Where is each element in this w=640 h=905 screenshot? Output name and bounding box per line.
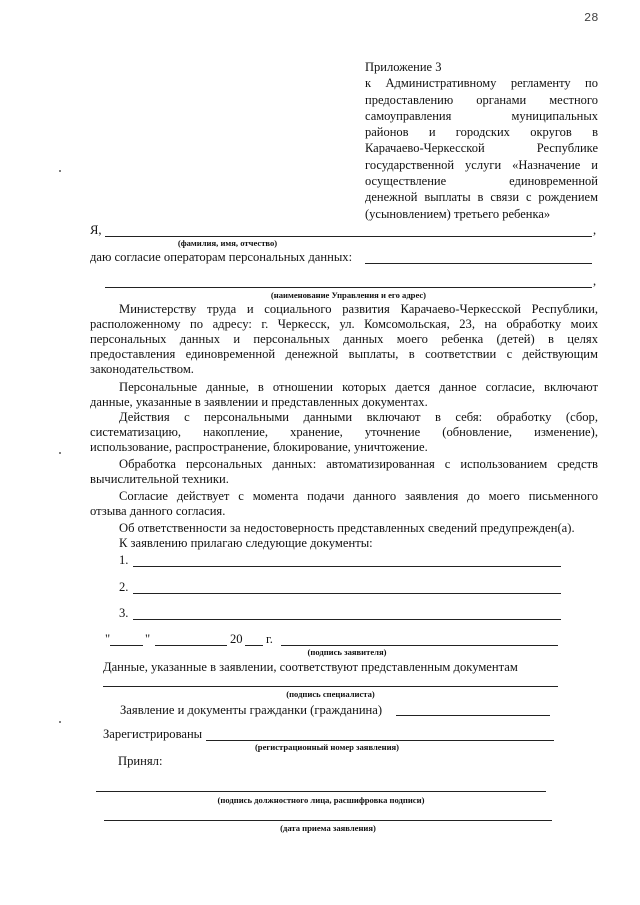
- paragraph-line: Персональные данные, в отношении которых дается данное согласие, включают: [119, 380, 598, 394]
- doc-number: 2.: [119, 580, 129, 594]
- date-quote-close: ": [145, 632, 151, 646]
- paragraph-line: персональных данных и персональных данных моего ребенка (детей) в целях: [90, 332, 598, 346]
- citizen-docs-label: Заявление и документы гражданки (гражданина): [120, 703, 383, 717]
- fio-line[interactable]: [105, 236, 592, 237]
- doc-line-2[interactable]: [133, 593, 561, 594]
- scan-speck: [59, 721, 61, 723]
- paragraph-line: Согласие действует с момента подачи данного заявления до моего письменного: [119, 489, 598, 503]
- appendix-block: [365, 59, 598, 222]
- page-number: 28: [584, 11, 599, 25]
- date-quote-open: ": [105, 632, 111, 646]
- doc-number: 1.: [119, 553, 129, 567]
- date-year-suffix: г.: [266, 632, 273, 646]
- date-month-line[interactable]: [155, 645, 227, 646]
- operator-line[interactable]: [365, 263, 592, 264]
- date-year-line[interactable]: [245, 645, 263, 646]
- date-day-line[interactable]: [110, 645, 143, 646]
- caption-sign-specialist: (подпись специалиста): [286, 689, 375, 699]
- caption-official-sign: (подпись должностного лица, расшифровка подписи): [217, 795, 425, 805]
- data-match-text: Данные, указанные в заявлении, соответствуют представленным документам: [103, 660, 518, 674]
- paragraph-line: отзыва данного согласия.: [90, 504, 226, 518]
- ya-label: Я,: [90, 223, 102, 237]
- appendix-line: государственной услуги «Назначение и: [365, 157, 598, 172]
- official-signature-line[interactable]: [96, 791, 546, 792]
- caption-date: (дата приема заявления): [280, 823, 376, 833]
- scan-speck: [59, 452, 61, 454]
- applicant-signature-line[interactable]: [281, 645, 558, 646]
- caption-org: (наименование Управления и его адрес): [270, 290, 427, 300]
- appendix-line: Карачаево-Черкесской Республике: [365, 141, 598, 156]
- paragraph-line: данные, указанные в заявлении и представленных документах.: [90, 395, 428, 409]
- specialist-signature-line[interactable]: [103, 686, 558, 687]
- consent-body: [90, 302, 598, 551]
- responsibility-text: Об ответственности за недостоверность представленных сведений предупрежден(а).: [119, 521, 575, 535]
- paragraph-line: Министерству труда и социального развития Карачаево-Черкесской Республики,: [119, 302, 598, 316]
- doc-line-1[interactable]: [133, 566, 561, 567]
- comma: ,: [593, 223, 597, 237]
- consent-label: даю согласие операторам персональных данных:: [90, 250, 353, 264]
- date-year-prefix: 20: [230, 632, 243, 646]
- citizen-name-line[interactable]: [396, 715, 550, 716]
- appendix-line: к Административному регламенту по: [365, 76, 598, 91]
- paragraph-line: расположенному по адресу: г. Черкесск, ул. Комсомольская, 23, на обработку моих: [90, 317, 598, 331]
- operator-address-line[interactable]: [105, 287, 592, 288]
- paragraph-line: Действия с персональными данными включают в себя: обработку (сбор,: [119, 410, 598, 424]
- appendix-line: Приложение 3: [365, 60, 442, 74]
- registration-number-line[interactable]: [206, 740, 554, 741]
- paragraph-line: использование, распространение, блокирование, уничтожение.: [90, 440, 428, 454]
- paragraph-line: законодательством.: [90, 362, 194, 376]
- paragraph-line: систематизацию, накопление, хранение, уточнение (обновление, изменение),: [90, 425, 598, 439]
- appendix-line: районов и городских округов в: [365, 125, 598, 140]
- appendix-line: самоуправления муниципальных: [365, 108, 598, 123]
- comma: ,: [593, 274, 597, 288]
- caption-fio: (фамилия, имя, отчество): [177, 238, 278, 248]
- accepted-label: Принял:: [118, 754, 163, 768]
- paragraph-line: Обработка персональных данных: автоматизированная с использованием средств: [119, 457, 598, 471]
- appendix-line: предоставлению органами местного: [365, 92, 598, 107]
- attach-intro: К заявлению прилагаю следующие документы:: [119, 536, 373, 550]
- caption-sign-applicant: (подпись заявителя): [307, 647, 387, 657]
- registered-label: Зарегистрированы: [103, 727, 203, 741]
- appendix-line: (усыновлением) третьего ребенка»: [365, 206, 551, 221]
- appendix-line: денежной выплаты в связи с рождением: [365, 190, 598, 205]
- acceptance-date-line[interactable]: [104, 820, 552, 821]
- caption-reg-number: (регистрационный номер заявления): [254, 742, 400, 752]
- doc-line-3[interactable]: [133, 619, 561, 620]
- scan-speck: [59, 170, 61, 172]
- paragraph-line: предоставления единовременной денежной выплаты, в соответствии с действующим: [90, 347, 598, 361]
- appendix-line: осуществление единовременной: [365, 174, 598, 189]
- paragraph-line: вычислительной техники.: [90, 472, 229, 486]
- doc-number: 3.: [119, 606, 129, 620]
